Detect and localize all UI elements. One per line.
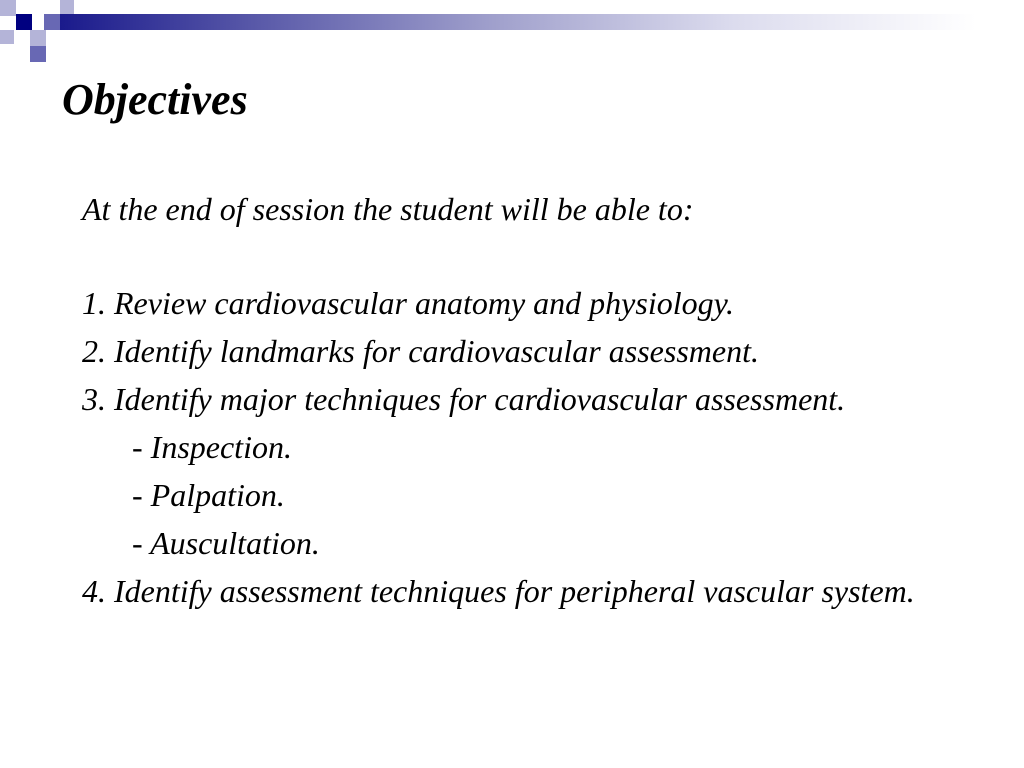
intro-text: At the end of session the student will be able to: (82, 191, 694, 227)
decor-square-2 (16, 14, 32, 30)
objective-item: 2. Identify landmarks for cardiovascular assessment. (82, 333, 759, 369)
slide-title: Objectives (62, 75, 248, 124)
technique-subitem: - Palpation. (132, 477, 285, 513)
objective-item: 3. Identify major techniques for cardiovascular assessment. (82, 381, 846, 417)
decor-square-3 (30, 30, 46, 46)
objective-item: 1. Review cardiovascular anatomy and physiology. (82, 285, 735, 321)
header-gradient-bar (60, 14, 1024, 30)
decor-square-6 (30, 46, 46, 62)
slide-body (82, 190, 982, 620)
decor-square-5 (60, 0, 74, 14)
technique-subitem: - Auscultation. (132, 525, 320, 561)
decor-square-7 (0, 30, 14, 44)
technique-subitem: - Inspection. (132, 429, 292, 465)
objective-item: 4. Identify assessment techniques for peripheral vascular system. (82, 573, 915, 609)
decor-square-1 (0, 0, 16, 16)
decor-square-4 (44, 14, 60, 30)
